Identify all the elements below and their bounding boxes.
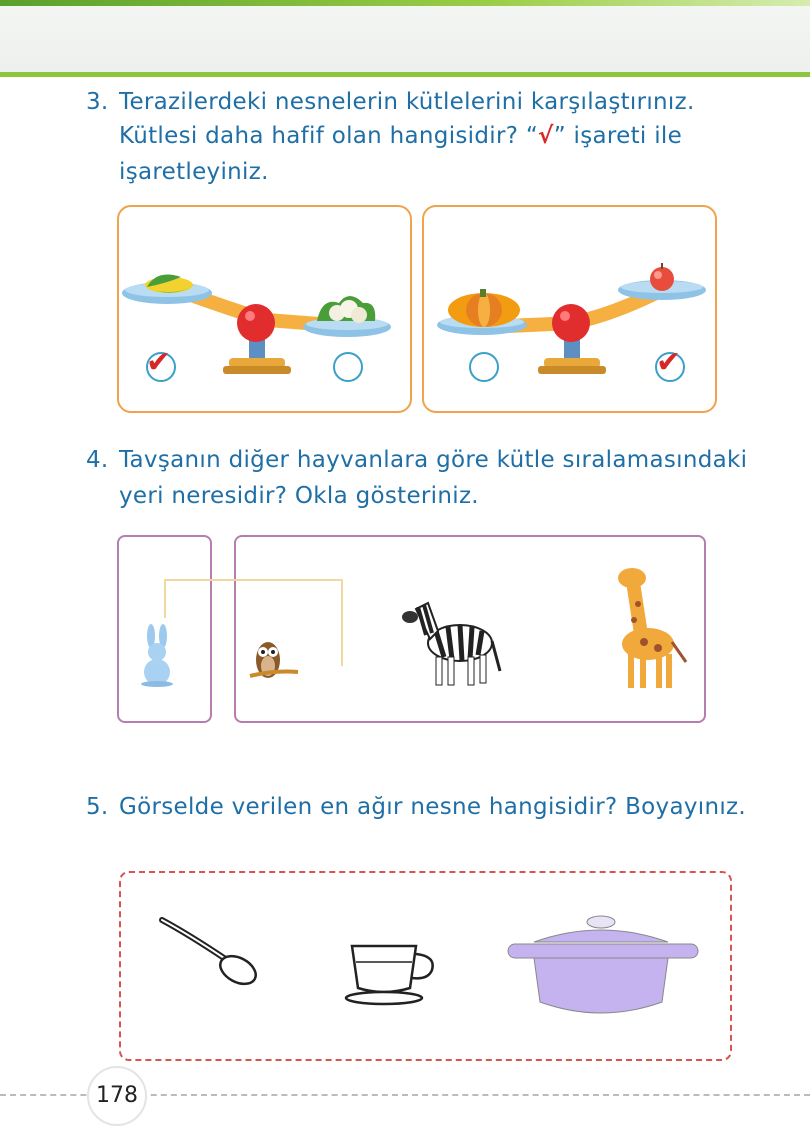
question-text-line: Terazilerdeki nesnelerin kütlelerini karşılaştırınız. [119,89,695,115]
check-mark: ✔ [656,345,682,380]
check-symbol: √ [538,123,554,149]
cauliflower-icon [317,296,375,323]
owl-icon [246,636,300,692]
question-5 [86,789,786,825]
pumpkin-icon [448,289,520,327]
question-text-line: yeri neresidir? Okla gösteriniz. [119,483,479,509]
check-mark: ✔ [146,345,172,380]
giraffe-icon [608,564,692,692]
page-number: 178 [87,1066,147,1126]
question-number: 4. [86,447,109,473]
page-header-bar [0,0,810,77]
question-number: 3. [86,89,109,115]
zebra-icon [400,595,504,691]
question-text-line [119,118,682,154]
spoon-icon[interactable] [158,912,262,990]
pot-icon[interactable] [506,912,700,1026]
question-text-part: ” işareti ile [553,123,683,149]
answer-circle[interactable] [333,352,363,382]
answer-circle[interactable] [469,352,499,382]
apple-icon [650,263,674,291]
question-3 [86,84,786,194]
question-text-line: işaretleyiniz. [119,159,269,185]
question-text-line: Görselde verilen en ağır nesne hangisidir? Boyayınız. [119,794,746,820]
question-number: 5. [86,794,109,820]
cup-icon[interactable] [346,938,440,1008]
question-text-part: Kütlesi daha hafif olan hangisidir? “ [119,123,539,149]
question-text-line: Tavşanın diğer hayvanlara göre kütle sıralamasındaki [119,447,748,473]
rabbit-icon [138,622,178,688]
question-4 [86,442,786,516]
